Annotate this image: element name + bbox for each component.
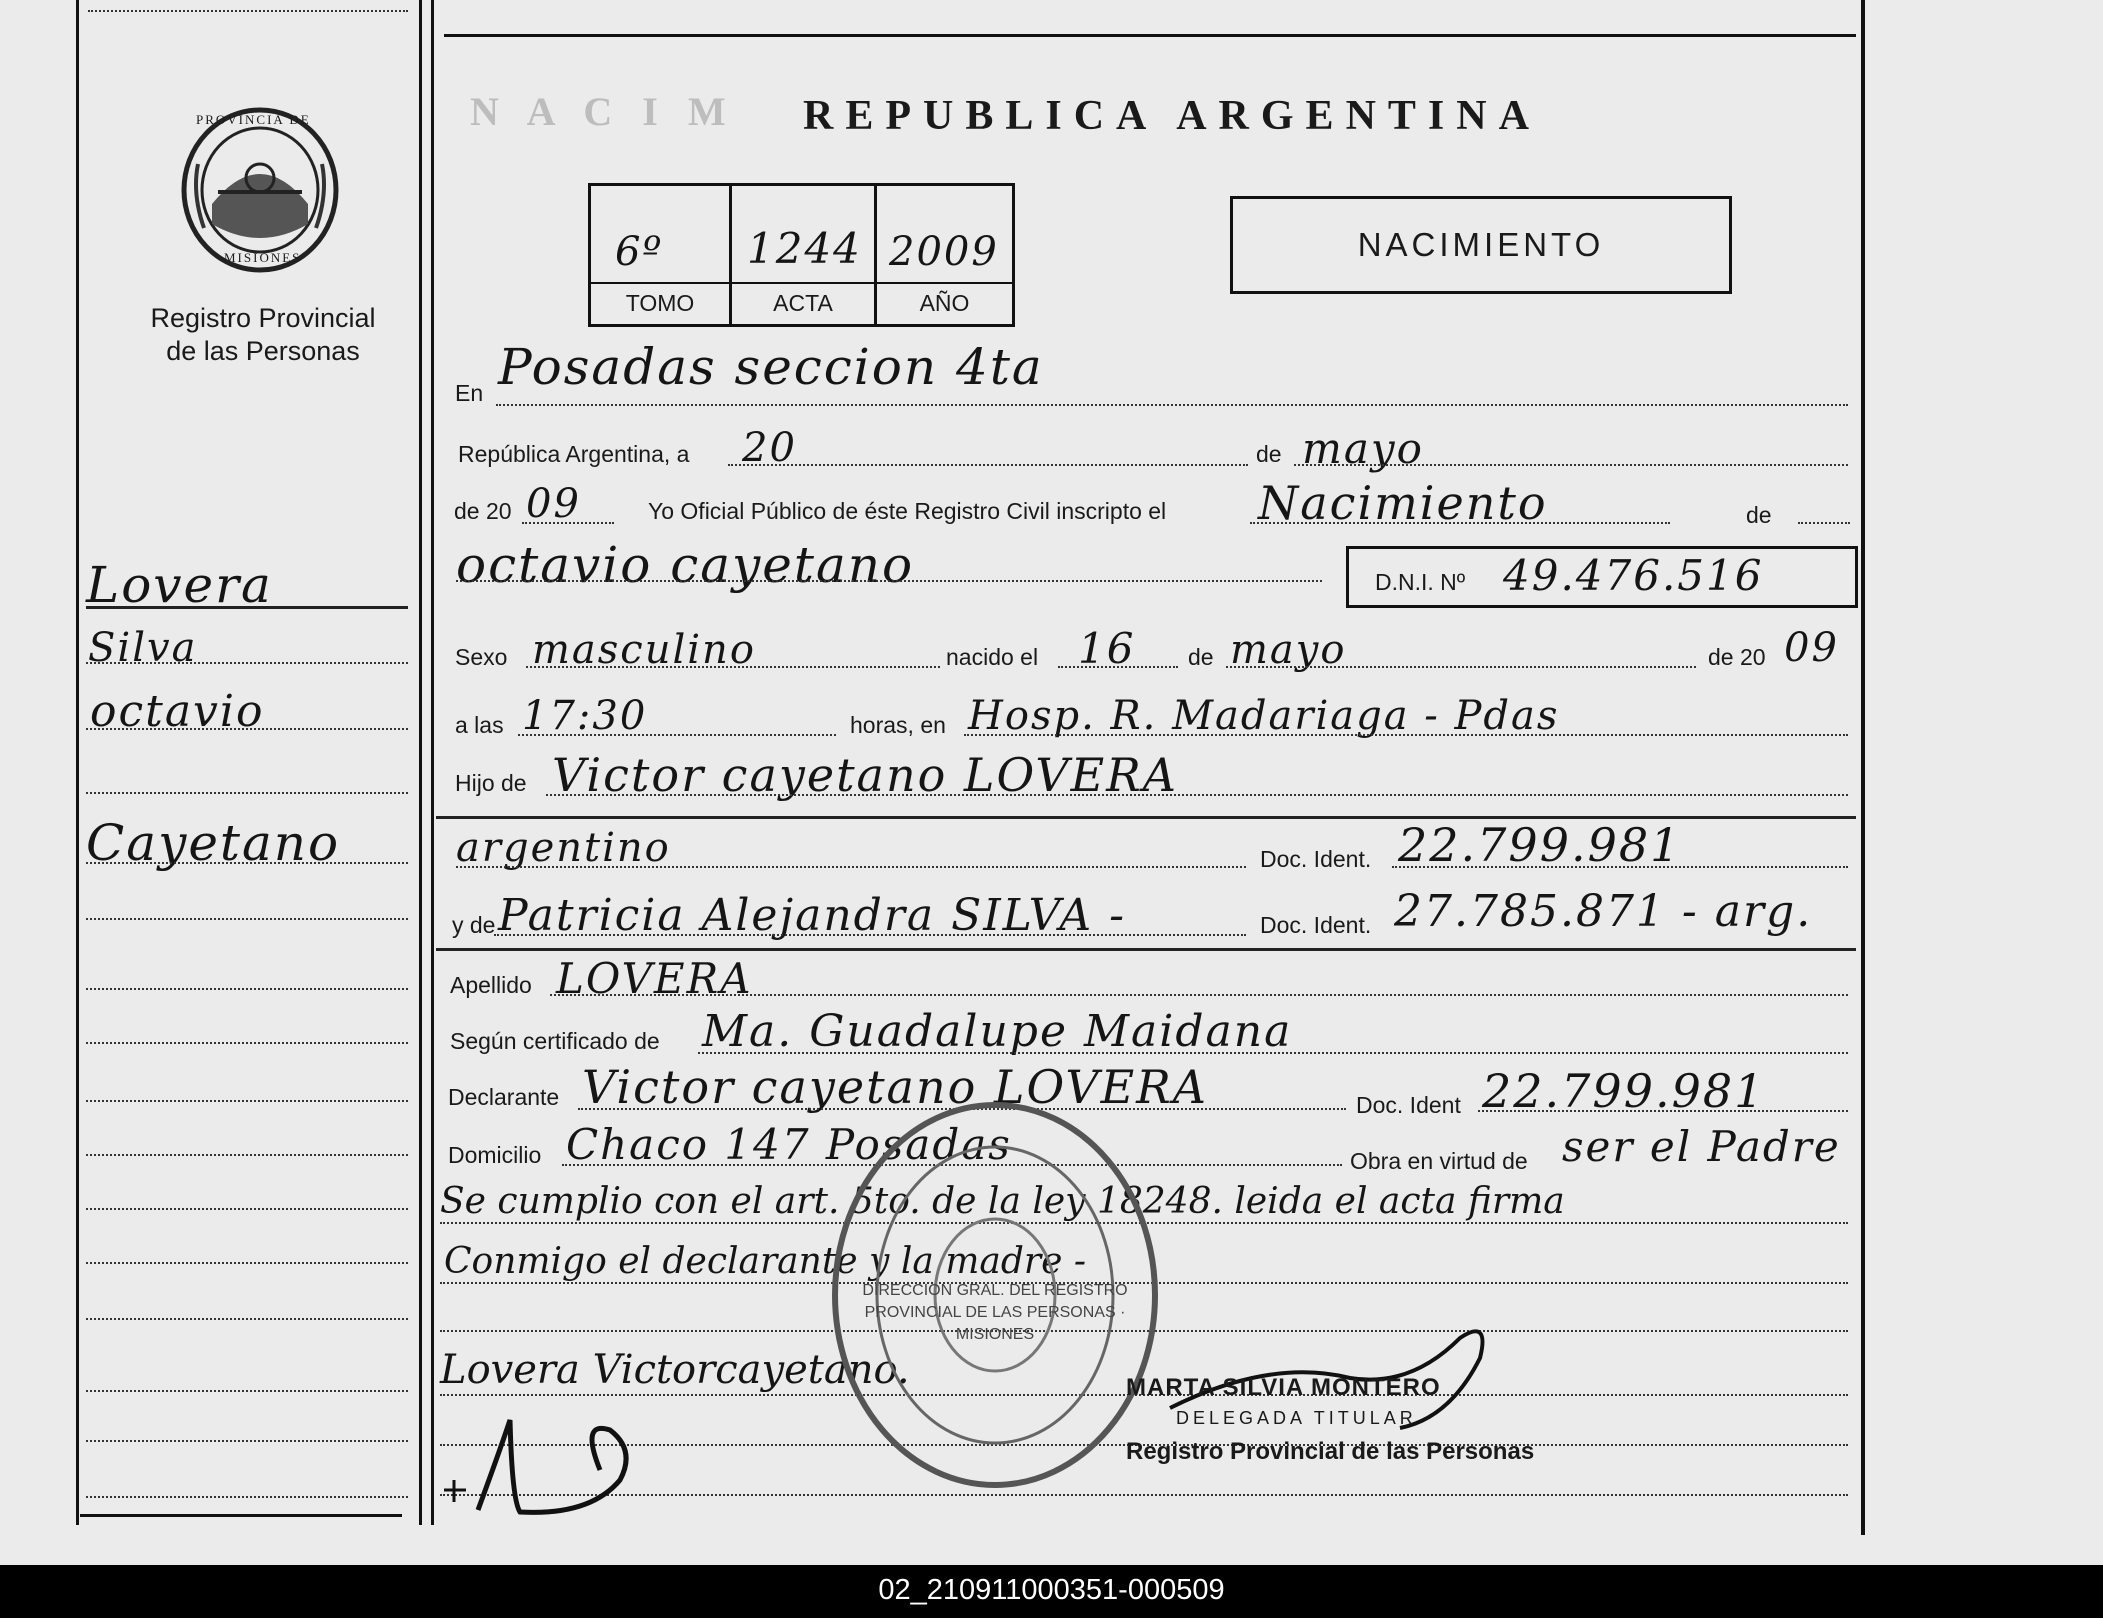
declarant-signature: Lovera Victorcayetano. — [440, 1347, 910, 1393]
record-id-box — [588, 183, 1015, 327]
margin-surname-2: Silva — [88, 625, 198, 671]
child-name-line — [456, 580, 1322, 582]
nacido-de-label: de — [1188, 644, 1214, 670]
margin-given-1: octavio — [90, 686, 265, 737]
sexo-value: masculino — [532, 627, 756, 673]
margin-line-1 — [86, 606, 408, 609]
month-line — [1294, 464, 1848, 466]
registry-line-1: Registro Provincial — [150, 303, 376, 333]
margin-line-13 — [86, 1318, 408, 1320]
en-line — [496, 404, 1848, 406]
padre-nac-line — [456, 866, 1246, 868]
column-divider-inner — [431, 0, 434, 1525]
inscripto-line — [1250, 522, 1670, 524]
acta-label: ACTA — [773, 290, 833, 316]
month-de-label: de — [1256, 441, 1282, 467]
day-value: 20 — [742, 425, 797, 471]
anio-value: 2009 — [889, 229, 999, 275]
country-title: REPUBLICA ARGENTINA — [803, 93, 1541, 139]
declarante-value: Victor cayetano LOVERA — [582, 1060, 1209, 1114]
registry-line-2: de las Personas — [166, 336, 360, 366]
margin-line-4 — [86, 792, 408, 794]
rep-label: República Argentina, a — [458, 441, 690, 467]
oficial-label: Yo Oficial Público de éste Registro Civil inscripto el — [648, 498, 1167, 524]
decl-doc-line — [1478, 1110, 1848, 1112]
decl-doc-value: 22.799.981 — [1482, 1064, 1766, 1118]
nacido-year-label: de 20 — [1708, 644, 1766, 670]
year-line — [522, 522, 614, 524]
top-dotted-line — [88, 10, 408, 12]
hora-line — [518, 734, 836, 736]
day-line — [728, 464, 1248, 466]
dni-value: 49.476.516 — [1503, 551, 1764, 600]
margin-line-15 — [86, 1440, 408, 1442]
nacido-month: mayo — [1230, 627, 1347, 673]
madre-line — [494, 934, 1246, 936]
image-caption: 02_210911000351-000509 — [878, 1574, 1225, 1606]
apellido-line — [550, 994, 1848, 996]
nacido-day: 16 — [1078, 624, 1136, 673]
seal-bottom-text: MISIONES — [224, 250, 302, 265]
margin-line-9 — [86, 1100, 408, 1102]
segun-label: Según certificado de — [450, 1028, 660, 1054]
obra-value: ser el Padre — [1562, 1122, 1841, 1171]
declarante-label: Declarante — [448, 1084, 560, 1110]
top-rule — [444, 34, 1856, 37]
margin-given-2: Cayetano — [86, 814, 341, 872]
margin-line-12 — [86, 1262, 408, 1264]
margin-line-10 — [86, 1154, 408, 1156]
lugar-value: Hosp. R. Madariaga - Pdas — [968, 693, 1560, 739]
mother-signature — [440, 1390, 720, 1520]
dni-box — [1346, 546, 1858, 608]
madre-value: Patricia Alejandra SILVA - — [498, 890, 1127, 941]
oficial-de-label: de — [1746, 502, 1772, 528]
margin-line-8 — [86, 1042, 408, 1044]
dni-label: D.N.I. Nº — [1375, 569, 1466, 595]
tomo-label: TOMO — [625, 290, 695, 316]
observation-line-1: Se cumplio con el art. 5to. de la ley 18248. leida el acta firma — [440, 1181, 1565, 1222]
madre-doc-label: Doc. Ident. — [1260, 912, 1372, 938]
year-label: de 20 — [454, 498, 512, 524]
nacido-year: 09 — [1784, 625, 1839, 671]
madre-doc-value: 27.785.871 - arg. — [1394, 886, 1813, 937]
margin-surname-1: Lovera — [86, 556, 273, 614]
margin-line-7 — [86, 988, 408, 990]
certificado-line — [698, 1052, 1848, 1054]
padre-line — [546, 794, 1848, 796]
right-border — [1861, 0, 1865, 1535]
hijo-label: Hijo de — [455, 770, 527, 796]
inscripto-value: Nacimiento — [1258, 476, 1548, 530]
oficial-de-line — [1798, 522, 1850, 524]
horas-label: horas, en — [850, 712, 946, 738]
apellido-value: LOVERA — [556, 954, 753, 1003]
margin-line-14 — [86, 1390, 408, 1392]
observation-line-2: Conmigo el declarante y la madre - — [444, 1241, 1087, 1282]
lugar-line — [964, 734, 1848, 736]
yde-label: y de — [452, 912, 496, 938]
record-type: NACIMIENTO — [1357, 226, 1605, 263]
official-org: Registro Provincial de las Personas — [1126, 1438, 1535, 1465]
record-type-box — [1230, 196, 1732, 294]
padre-value: Victor cayetano LOVERA — [552, 748, 1179, 802]
nacido-label: nacido el — [946, 644, 1039, 670]
official-role: DELEGADA TITULAR — [1176, 1408, 1417, 1428]
official-name: MARTA SILVIA MONTERO — [1126, 1374, 1441, 1401]
hora-value: 17:30 — [522, 693, 648, 739]
margin-line-5 — [86, 862, 408, 864]
nacido-day-line — [1058, 666, 1178, 668]
year-value: 09 — [526, 481, 581, 527]
acta-value: 1244 — [747, 224, 862, 273]
margin-line-11 — [86, 1208, 408, 1210]
padre-nac-value: argentino — [456, 825, 671, 871]
sexo-line — [526, 666, 940, 668]
margin-line-2 — [86, 662, 408, 664]
domicilio-value: Chaco 147 Posadas — [566, 1120, 1012, 1169]
sexo-label: Sexo — [455, 644, 508, 670]
en-value: Posadas seccion 4ta — [498, 338, 1044, 396]
domicilio-label: Domicilio — [448, 1142, 542, 1168]
padre-doc-value: 22.799.981 — [1398, 818, 1682, 872]
registry-name — [118, 302, 408, 368]
madre-rule — [436, 948, 1856, 951]
tomo-value: 6º — [615, 229, 664, 275]
decl-doc-label: Doc. Ident — [1356, 1092, 1461, 1118]
padre-doc-label: Doc. Ident. — [1260, 846, 1372, 872]
margin-line-3 — [86, 728, 408, 730]
child-name: octavio cayetano — [456, 536, 915, 594]
padre-doc-line — [1392, 866, 1848, 868]
margin-line-16 — [86, 1496, 408, 1498]
certificado-value: Ma. Guadalupe Maidana — [702, 1006, 1293, 1057]
nacido-month-line — [1226, 666, 1696, 668]
stamp-text: DIRECCION GRAL. DEL REGISTRO PROVINCIAL DE LAS PERSONAS · MISIONES — [862, 1282, 1128, 1343]
month-value: mayo — [1302, 424, 1424, 473]
left-column-border — [76, 0, 79, 1525]
bottom-rule-left — [80, 1514, 402, 1517]
anio-label: AÑO — [919, 290, 970, 316]
obra-label: Obra en virtud de — [1350, 1148, 1528, 1174]
margin-line-6 — [86, 918, 408, 920]
seal-top-text: PROVINCIA DE — [196, 112, 311, 127]
alas-label: a las — [455, 712, 504, 738]
apellido-label: Apellido — [450, 972, 532, 998]
en-label: En — [455, 380, 484, 406]
column-divider — [419, 0, 422, 1525]
bleed-through-text: N A C I M — [470, 89, 736, 134]
